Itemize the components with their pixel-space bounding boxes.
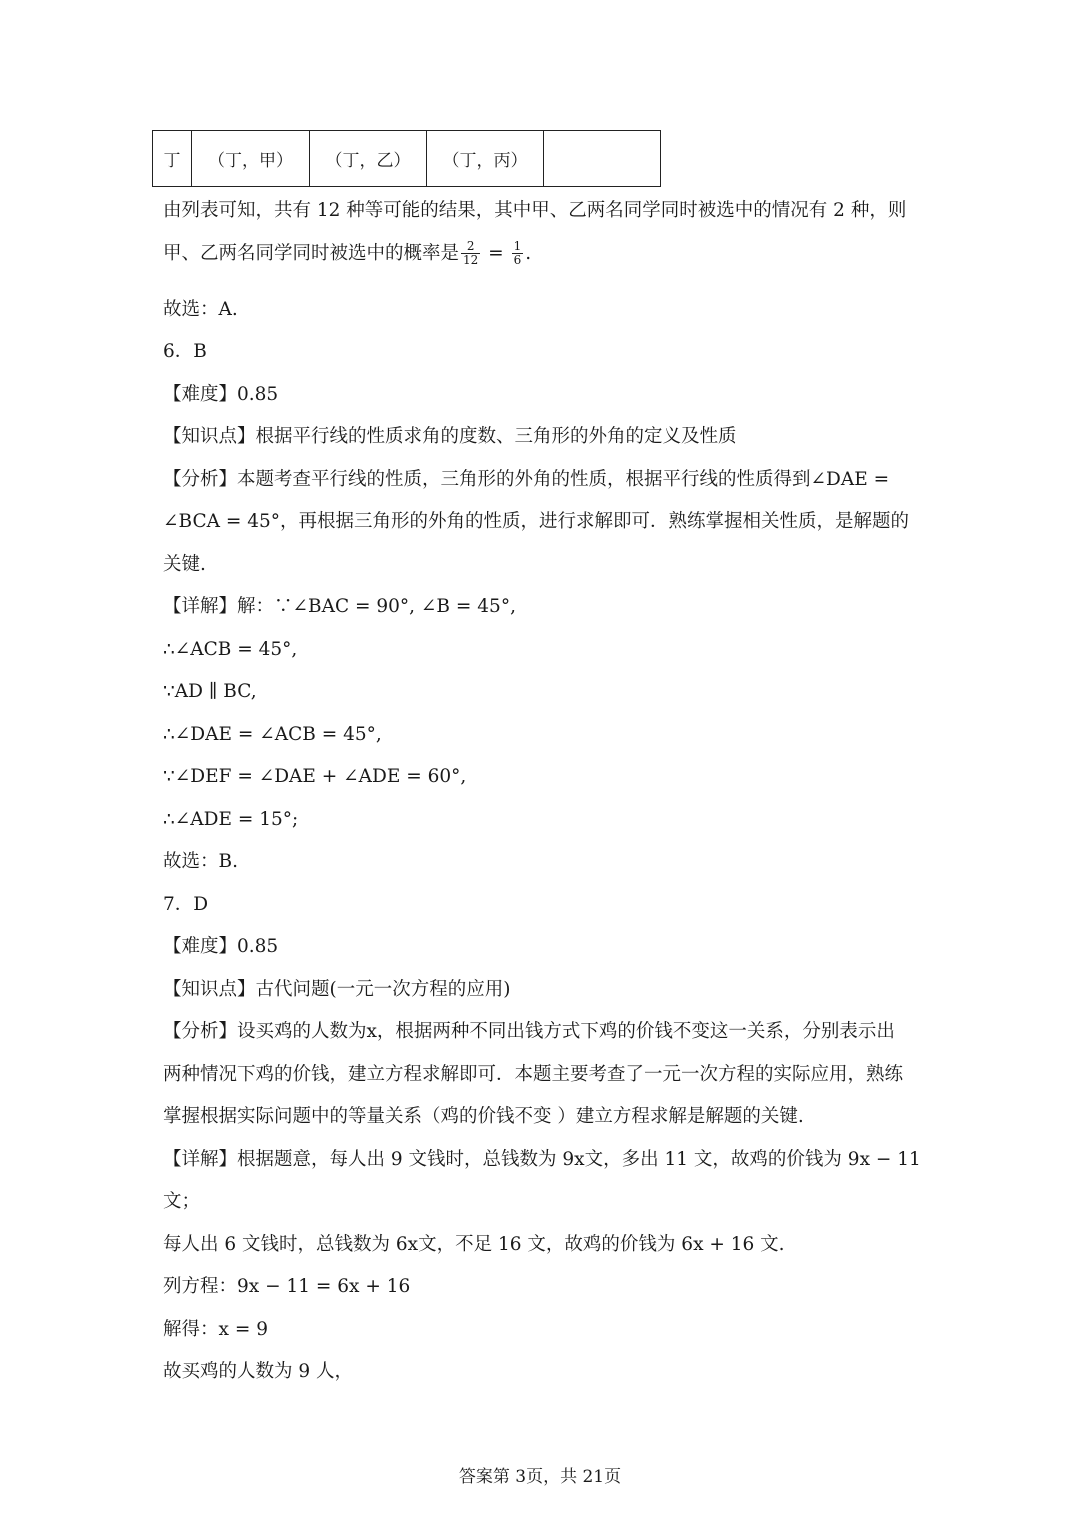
fraction-denominator: 6 [513,253,522,267]
table-cell-empty [544,131,661,187]
q6-choice: 故选：B. [163,851,238,872]
table-row [153,131,661,187]
q6-detail-line: ∵∠DEF = ∠DAE + ∠ADE = 60°, [163,766,467,787]
q6-difficulty: 【难度】0.85 [163,383,279,405]
fraction-denominator: 12 [463,253,479,267]
q6-knowledge: 【知识点】根据平行线的性质求角的度数、三角形的外角的定义及性质 [163,426,737,447]
prob-result-line [163,239,923,295]
table-row-label: 丁 [153,131,192,187]
answer-body [163,196,923,1400]
fraction-numerator: 2 [461,240,480,254]
q6-heading: 6．B [163,341,207,362]
q7-detail-line: 【详解】根据题意，每人出 9 文钱时，总钱数为 9x文，多出 11 文，故鸡的价钱为 9x − 11 [163,1148,921,1170]
q6-analysis-line: 关键. [163,553,206,575]
q6-detail-line: ∴∠DAE = ∠ACB = 45°, [163,723,382,745]
q7-analysis-line: 两种情况下鸡的价钱，建立方程求解即可．本题主要考查了一元一次方程的实际应用，熟练 [163,1063,904,1085]
q6-detail-line: ∴∠ADE = 15°; [163,808,299,830]
period: . [525,242,532,264]
fraction-one-sixth [512,240,524,267]
table-cell: （丁，乙） [310,131,427,187]
q7-knowledge: 【知识点】古代问题(一元一次方程的应用) [163,978,511,1000]
q6-analysis-line: ∠BCA = 45°，再根据三角形的外角的性质，进行求解即可．熟练掌握相关性质，是解题的 [163,511,910,532]
q7-detail-line: 列方程：9x − 11 = 6x + 16 [163,1276,411,1297]
q7-detail-line: 每人出 6 文钱时，总钱数为 6x文，不足 16 文，故鸡的价钱为 6x + 16 文. [163,1233,785,1255]
q7-heading: 7．D [163,893,209,915]
prob-text-line: 由列表可知，共有 12 种等可能的结果，其中甲、乙两名同学同时被选中的情况有 2 种，则 [163,200,907,221]
page-footer: 答案第 3页，共 21页 [458,1467,622,1487]
fraction-two-twelfths [461,240,480,267]
table-cell: （丁，甲） [192,131,310,187]
prob-choice: 故选：A. [163,298,238,320]
q6-detail-line: ∵AD ∥ BC, [163,681,257,702]
q7-analysis-line: 【分析】设买鸡的人数为x，根据两种不同出钱方式下鸡的价钱不变这一关系，分别表示出 [163,1021,895,1042]
equals-sign: = [482,242,510,264]
q7-difficulty: 【难度】0.85 [163,936,279,957]
q7-detail-line: 文； [163,1191,201,1212]
prob-result-text: 甲、乙两名同学同时被选中的概率是 [163,242,460,264]
q7-detail-line: 解得：x = 9 [163,1318,268,1340]
fraction-numerator: 1 [513,239,522,253]
q6-detail-line: 【详解】解：∵∠BAC = 90°, ∠B = 45°, [163,596,516,617]
outcomes-table [152,130,661,187]
q6-detail-line: ∴∠ACB = 45°, [163,638,298,660]
table-cell: （丁，丙） [427,131,544,187]
q7-analysis-line: 掌握根据实际问题中的等量关系（鸡的价钱不变 ）建立方程求解是解题的关键. [163,1106,804,1127]
q6-analysis-line: 【分析】本题考查平行线的性质，三角形的外角的性质，根据平行线的性质得到∠DAE = [163,468,890,490]
q7-detail-line: 故买鸡的人数为 9 人， [163,1361,354,1382]
